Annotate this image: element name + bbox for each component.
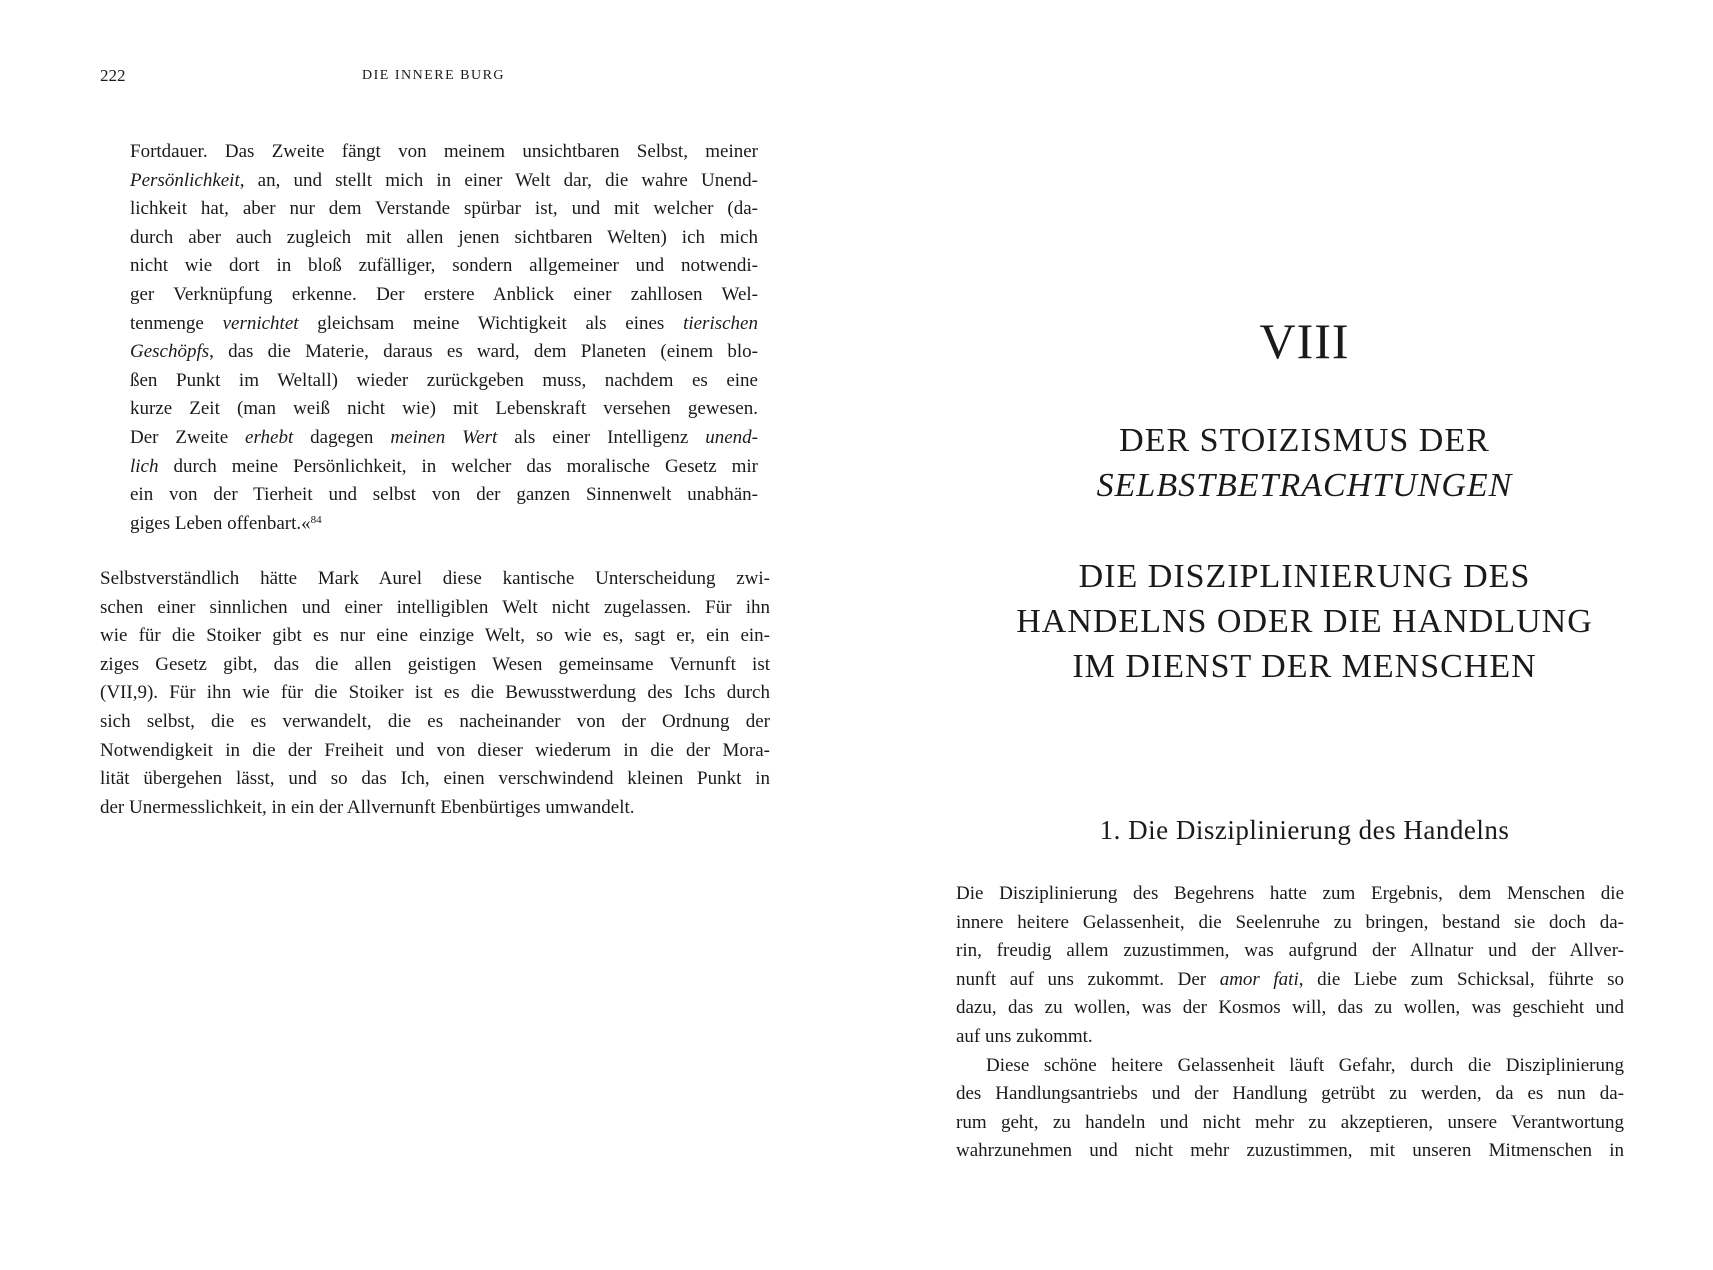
text-line: lität übergehen lässt, und so das Ich, einen verschwindend kleinen Punkt in (100, 768, 770, 790)
chapter-title-line: DER STOIZISMUS DER (1119, 422, 1490, 459)
text-line: dazu, das zu wollen, was der Kosmos will, das zu wollen, was geschieht und (956, 997, 1624, 1019)
quote-line: giges Leben offenbart.«$^{84}$ (130, 512, 322, 534)
quote-line: ßen Punkt im Weltall) wieder zurückgeben muss, nachdem es eine (130, 369, 758, 391)
text-line: innere heitere Gelassenheit, die Seelenruhe zu bringen, bestand sie doch da- (956, 911, 1624, 933)
page-number: 222 (100, 66, 126, 85)
footnote-ref[interactable]: 84 (310, 513, 322, 526)
right-page (856, 0, 1713, 1270)
text-line: der Unermesslichkeit, in ein der Allvernunft Ebenbürtiges umwandelt. (100, 796, 635, 818)
subtitle-line: IM DIENST DER MENSCHEN (1072, 648, 1537, 685)
text-line: schen einer sinnlichen und einer intelligiblen Welt nicht zugelassen. Für ihn (100, 596, 770, 618)
quote-line: ger Verknüpfung erkenne. Der erstere Anblick einer zahllosen Wel- (130, 283, 758, 305)
chapter-title (856, 418, 1713, 508)
running-head-title: DIE INNERE BURG (362, 68, 506, 83)
text-line: wie für die Stoiker gibt es nur eine einzige Welt, so wie es, sagt er, ein ein- (100, 625, 770, 647)
quote-line: ein von der Tierheit und selbst von der ganzen Sinnenwelt unabhän- (130, 484, 758, 506)
text-line: des Handlungsantriebs und der Handlung getrübt zu werden, da es nun da- (956, 1083, 1624, 1105)
left-page (0, 0, 856, 1270)
quote-line: Fortdauer. Das Zweite fängt von meinem unsichtbaren Selbst, meiner (130, 141, 758, 162)
text-line: Die Disziplinierung des Begehrens hatte zum Ergebnis, dem Menschen die (956, 883, 1624, 904)
quote-line: durch aber auch zugleich mit allen jenen sichtbaren Welten) ich mich (130, 226, 758, 248)
chapter-subtitle (856, 554, 1713, 689)
text-line: (VII,9). Für ihn wie für die Stoiker ist es die Bewusstwerdung des Ichs durch (100, 682, 770, 704)
chapter-title-line: SELBSTBETRACHTUNGEN (1096, 467, 1513, 504)
text-line: Selbstverständlich hätte Mark Aurel diese kantische Unterscheidung zwi- (100, 568, 770, 589)
text-line: wahrzunehmen und nicht mehr zuzustimmen, mit unseren Mitmenschen in (956, 1140, 1624, 1162)
quote-line: Persönlichkeit, an, und stellt mich in einer Welt dar, die wahre Unend- (130, 169, 758, 191)
text-line: rin, freudig allem zuzustimmen, was aufgrund der Allnatur und der Allver- (956, 940, 1624, 962)
subtitle-line: DIE DISZIPLINIERUNG DES (1078, 558, 1531, 595)
text-line: nunft auf uns zukommt. Der amor fati, die Liebe zum Schicksal, führte so (956, 968, 1624, 990)
text-line: rum geht, zu handeln und nicht mehr zu akzeptieren, unsere Verantwortung (956, 1111, 1624, 1133)
quote-line: lich durch meine Persönlichkeit, in welcher das moralische Gesetz mir (130, 455, 758, 477)
chapter-number: VIII (1259, 313, 1350, 369)
quote-line: kurze Zeit (man weiß nicht wie) mit Lebenskraft versehen gewesen. (130, 398, 758, 420)
text-line: Diese schöne heitere Gelassenheit läuft Gefahr, durch die Disziplinierung (986, 1054, 1624, 1076)
quote-line: tenmenge vernichtet gleichsam meine Wichtigkeit als eines tierischen (130, 312, 758, 334)
block-quote (130, 138, 758, 538)
text-line: Notwendigkeit in die der Freiheit und von dieser wiederum in die der Mora- (100, 739, 770, 761)
quote-line: Geschöpfs, das die Materie, daraus es ward, dem Planeten (einem blo- (130, 341, 758, 363)
text-line: sich selbst, die es verwandelt, die es nacheinander von der Ordnung der (100, 710, 770, 732)
text-line: ziges Gesetz gibt, das die allen geistigen Wesen gemeinsame Vernunft ist (100, 653, 770, 675)
body-text (956, 880, 1624, 1166)
subtitle-line: HANDELNS ODER DIE HANDLUNG (1016, 603, 1593, 640)
quote-line: nicht wie dort in bloß zufälliger, sondern allgemeiner und notwendi- (130, 255, 758, 277)
body-paragraph (100, 565, 770, 822)
text-line: auf uns zukommt. (956, 1025, 1093, 1047)
quote-line: Der Zweite erhebt dagegen meinen Wert als einer Intelligenz unend- (130, 426, 758, 448)
section-title: 1. Die Disziplinierung des Handelns (1099, 815, 1510, 845)
quote-line: lichkeit hat, aber nur dem Verstande spürbar ist, und mit welcher (da- (130, 198, 758, 220)
